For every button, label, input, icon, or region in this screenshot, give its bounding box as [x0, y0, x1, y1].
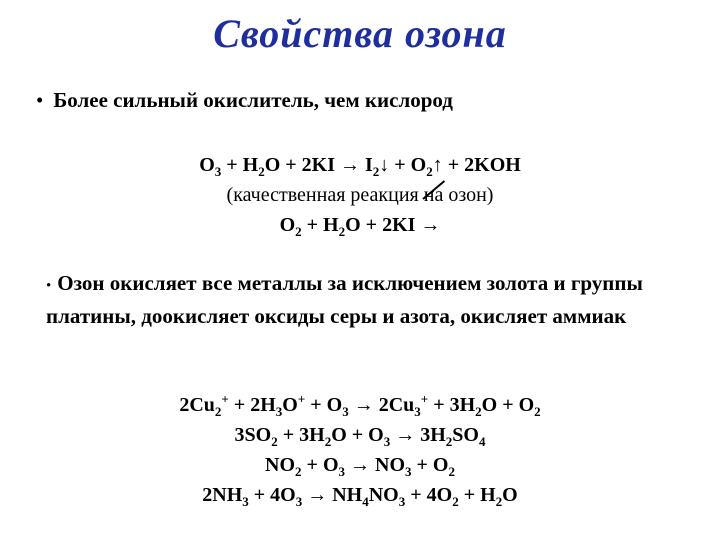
bullet-dot: •: [46, 278, 52, 294]
bullet-text: Озон окисляет все металлы за исключением золота и группы платины, доокисляет оксиды серы и азота, окисляет аммиак: [46, 271, 643, 328]
bullet-text: Более сильный окислитель, чем кислород: [53, 88, 453, 112]
reaction-block-2: [0, 390, 720, 510]
equation-oxygen-ki: $O_2 + H_2O + 2KI$ →: [0, 210, 720, 240]
equation-copper: $2Cu_2^+ + 2H_3O^+ + O_3 \to 2Cu_3^+ + 3H_2O + O_2$: [179, 391, 541, 419]
equation-nitrogen-dioxide: $NO_2 + O_3 \to NO_3 + O_2$: [265, 454, 455, 479]
slide-title: Свойства озона: [213, 11, 507, 56]
equation-sulfur-dioxide: $3SO_2 + 3H_2O + O_3 \to 3H_2SO_4$: [234, 424, 486, 449]
equation-ozone-ki: $O_3 + H_2O + 2KI$ → $I_2↓$ + $O_2↑ + 2KOH$: [199, 154, 521, 179]
reaction-block-1: [0, 150, 720, 240]
bullet-strong-oxidizer: [36, 88, 453, 113]
no-reaction-arrow: →: [420, 210, 440, 240]
bullet-dot: •: [36, 88, 44, 112]
equation-ammonia: $2NH_3 + 4O_3 \to NH_4NO_3 + 4O_2 + H_2O$: [202, 484, 518, 509]
bullet-metals-oxidation: [46, 268, 686, 331]
equation-note: (качественная реакция на озон): [226, 184, 494, 206]
